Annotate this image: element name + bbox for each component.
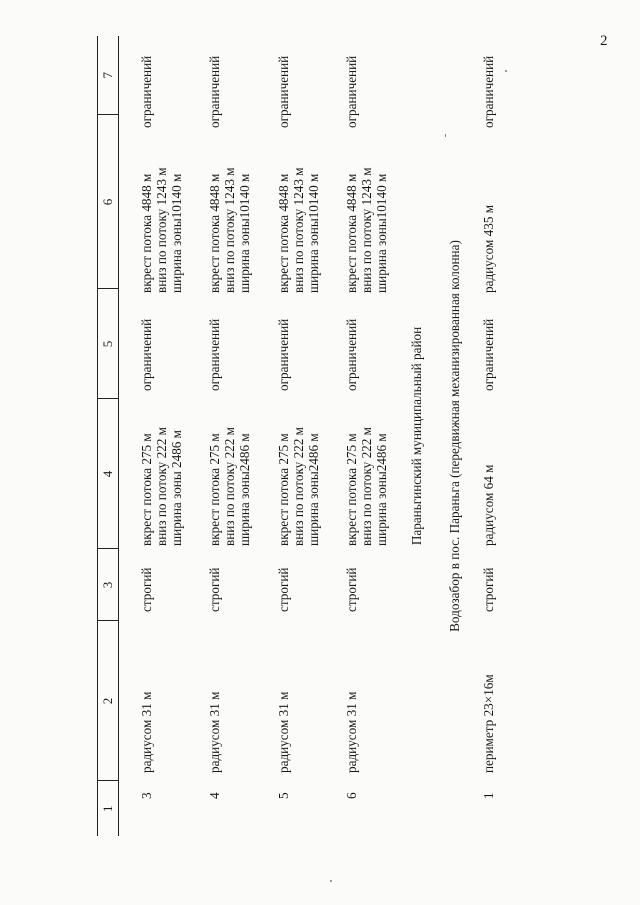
zone3-line: ширина зоны10140 м — [237, 173, 252, 293]
zone3-line: ширина зоны10140 м — [306, 173, 321, 293]
table-row — [208, 36, 252, 836]
zone2-regime: ограничений — [139, 318, 154, 391]
zone2-line: вниз по потоку 222 м — [359, 427, 374, 546]
column-header: 2 — [98, 621, 119, 781]
zone3-line: ширина зоны10140 м — [169, 173, 184, 293]
zone2-line: вниз по потоку 222 м — [154, 427, 169, 546]
zone2-line: вкрест потока 275 м — [139, 433, 154, 546]
zone1-regime: строгий — [276, 567, 291, 612]
zone2-regime: ограничений — [207, 318, 222, 391]
column-header: 5 — [98, 289, 119, 399]
zone1-regime: строгий — [207, 567, 222, 612]
row-number: 6 — [344, 792, 359, 799]
zone2-line: ширина зоны 2486 м — [169, 429, 184, 546]
zone1-radius: радиусом 31 м — [276, 691, 291, 773]
zone2-regime: ограничений — [481, 318, 496, 391]
water-intake-title: Водозабор в пос. Параньга (передвижная механизированная колонна) — [447, 240, 462, 632]
column-header: 6 — [98, 115, 119, 289]
zone2-line: ширина зоны2486 м — [237, 433, 252, 546]
column-header: 3 — [98, 549, 119, 621]
row-number: 3 — [139, 792, 154, 799]
zone3-regime: ограничений — [481, 55, 496, 128]
rotated-table — [97, 36, 537, 836]
zone2-line: вкрест потока 275 м — [207, 433, 222, 546]
zone2-line: ширина зоны2486 м — [374, 433, 389, 546]
zone3-line: вниз по потоку 1243 м — [222, 167, 237, 293]
zone3-regime: ограничений — [344, 55, 359, 128]
zone3-line: вкрест потока 4848 м — [276, 173, 291, 293]
district-title: Параньгинский муниципальный район — [409, 326, 424, 546]
table-row — [277, 36, 321, 836]
zone2-line: вниз по потоку 222 м — [222, 427, 237, 546]
zone2-line: ширина зоны2486 м — [306, 433, 321, 546]
zone3-regime: ограничений — [276, 55, 291, 128]
row-number: 5 — [276, 792, 291, 799]
page-number: 2 — [600, 33, 608, 49]
zone3-line: вкрест потока 4848 м — [344, 173, 359, 293]
zone2-line: вкрест потока 275 м — [276, 433, 291, 546]
zone1-regime: строгий — [481, 567, 496, 612]
zone1-radius: радиусом 31 м — [139, 691, 154, 773]
zone3-line: вкрест потока 4848 м — [207, 173, 222, 293]
zone1-radius: радиусом 31 м — [207, 691, 222, 773]
row-number: 1 — [481, 792, 496, 799]
zone2-regime: ограничений — [344, 318, 359, 391]
table-row — [482, 36, 498, 836]
zone1-perimeter: периметр 23×16м — [481, 674, 496, 773]
zone3-regime: ограничений — [139, 55, 154, 128]
zone2-line: вкрест потока 275 м — [344, 433, 359, 546]
zone3-line: вниз по потоку 1243 м — [154, 167, 169, 293]
zone3-line: вниз по потоку 1243 м — [359, 167, 374, 293]
table-row — [140, 36, 184, 836]
column-header: 1 — [98, 781, 119, 836]
scan-speck — [330, 880, 332, 882]
zone2-radius: радиусом 64 м — [481, 464, 496, 546]
row-number: 4 — [207, 792, 222, 799]
zone3-regime: ограничений — [207, 55, 222, 128]
zone1-regime: строгий — [344, 567, 359, 612]
table-row — [345, 36, 389, 836]
column-header: 4 — [98, 399, 119, 549]
zone1-regime: строгий — [139, 567, 154, 612]
zone3-line: вниз по потоку 1243 м — [291, 167, 306, 293]
zone3-line: ширина зоны10140 м — [374, 173, 389, 293]
zone2-regime: ограничений — [276, 318, 291, 391]
column-header: 7 — [98, 36, 119, 115]
zone1-radius: радиусом 31 м — [344, 691, 359, 773]
table-header — [97, 36, 119, 836]
zone3-radius: радиусом 435 м — [481, 204, 496, 293]
zone2-line: вниз по потоку 222 м — [291, 427, 306, 546]
zone3-line: вкрест потока 4848 м — [139, 173, 154, 293]
